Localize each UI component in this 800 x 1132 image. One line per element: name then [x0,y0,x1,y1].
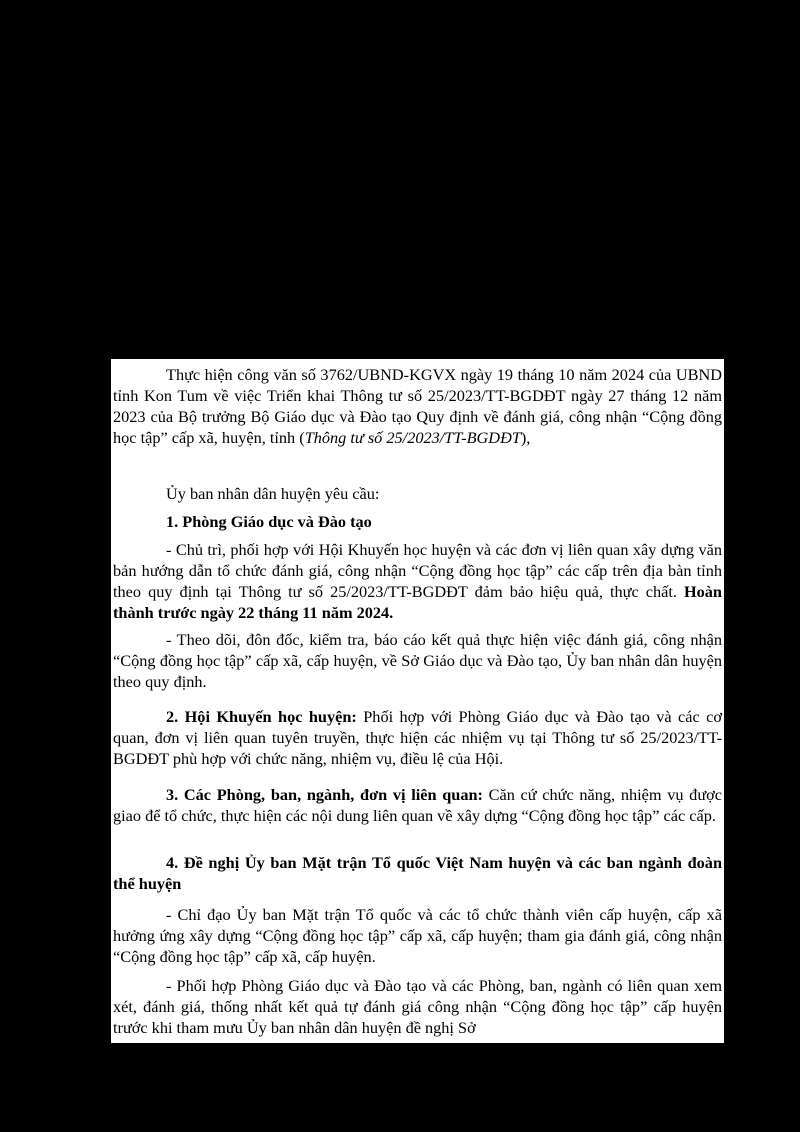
paragraph-study-association-text: Phối hợp với Phòng Giáo dục và Đào tạo và các cơ quan, đơn vị liên quan tuyên truyền, thực hiện các nhiệm vụ tại Thông tư số 25/2023/TT-BGDĐT phù hợp với chức năng, nhiệm vụ, điều lệ của Hội. [113,707,722,768]
paragraph-implementation [113,364,722,448]
paragraph-education-task-1 [113,539,722,623]
paragraph-request: Ủy ban nhân dân huyện yêu cầu: [166,484,380,503]
paragraph-study-association [113,706,722,769]
paragraph-implementation-text: Thực hiện công văn số 3762/UBND-KGVX ngày 19 tháng 10 năm 2024 của UBND tỉnh Kon Tum về việc Triển khai Thông tư số 25/2023/TT-BGDĐT ngày 27 tháng 12 năm 2023 của Bộ trưởng Bộ Giáo dục và Đào tạo Quy định về đánh giá, công nhận “Cộng đồng học tập” cấp xã, huyện, tỉnh ( [113,365,722,447]
heading-study-association: 2. Hội Khuyến học huyện: [166,707,357,726]
heading-fatherland-front: 4. Đề nghị Ủy ban Mặt trận Tổ quốc Việt Nam huyện và các ban ngành đoàn thể huyện [113,853,722,893]
paragraph-education-task-1-text: - Chủ trì, phối hợp với Hội Khuyến học huyện và các đơn vị liên quan xây dựng văn bản hướng dẫn tổ chức đánh giá, công nhận “Cộng đồng học tập” các cấp trên địa bàn tỉnh theo quy định tại Thông tư số 25/2023/TT-BGDĐT đảm bảo hiệu quả, thực chất. [113,540,722,601]
heading-education-department: 1. Phòng Giáo dục và Đào tạo [166,512,372,531]
circular-reference: Thông tư số 25/2023/TT-BGDĐT [304,428,521,447]
paragraph-related-units-text: Căn cứ chức năng, nhiệm vụ được giao để tổ chức, thực hiện các nội dung liên quan về xây dựng “Cộng đồng học tập” các cấp. [113,785,722,825]
paragraph-implementation-end: ), [520,428,531,447]
paragraph-fatherland-task-1: - Chỉ đạo Ủy ban Mặt trận Tổ quốc và các tổ chức thành viên cấp huyện, cấp xã hưởng ứng xây dựng “Cộng đồng học tập” cấp xã, cấp huyện; tham gia đánh giá, công nhận “Cộng đồng học tập” cấp xã, cấp huyện. [113,905,722,966]
paragraph-education-task-2: - Theo dõi, đôn đốc, kiểm tra, báo cáo kết quả thực hiện việc đánh giá, công nhận “Cộng đồng học tập” cấp xã, cấp huyện, về Sở Giáo dục và Đào tạo, Ủy ban nhân dân huyện theo quy định. [113,630,722,691]
document-page [111,359,724,1043]
deadline-text: Hoàn thành trước ngày 22 tháng 11 năm 2024. [113,582,722,622]
paragraph-related-units [113,784,722,826]
paragraph-fatherland-task-2: - Phối hợp Phòng Giáo dục và Đào tạo và các Phòng, ban, ngành có liên quan xem xét, đánh giá, thống nhất kết quả tự đánh giá công nhận “Cộng đồng học tập” cấp huyện trước khi tham mưu Ủy ban nhân dân huyện đề nghị Sở [113,976,722,1037]
heading-related-units: 3. Các Phòng, ban, ngành, đơn vị liên quan: [166,785,483,804]
